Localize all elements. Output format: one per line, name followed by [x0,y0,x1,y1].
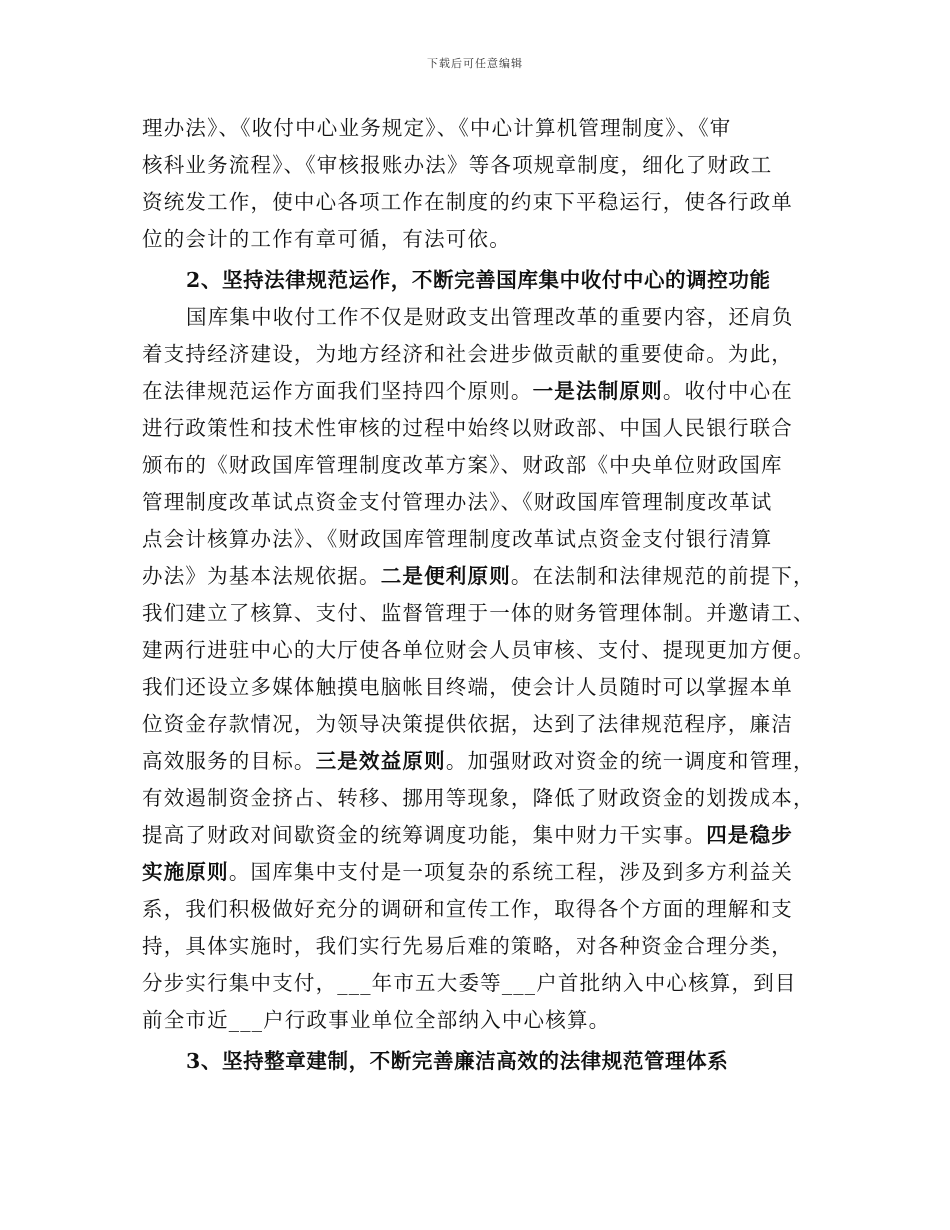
text-line: 理办法》、《收付中心业务规定》、《中心计算机管理制度》、《审 [142,116,732,140]
text-line [142,336,814,373]
text-line [142,410,814,447]
text-line [142,1002,814,1039]
text-line [142,299,814,336]
principle-label: 二是便利原则 [380,564,511,588]
document-body [142,110,814,1080]
text-line [142,928,814,965]
text-segment: 办法》为基本法规依据。 [142,564,381,588]
text-segment: 。收付中心在 [662,379,794,403]
principle-label: 四是稳步 [706,823,794,847]
page-header-note: 下载后可任意编辑 [427,57,523,70]
paragraph [142,299,814,1039]
text-segment: 建两行进驻中心的大厅使各单位财会人员审核、支付、提现更加方便。 [142,638,815,662]
section-heading: 2、坚持法律规范运作，不断完善国库集中收付中心的调控功能 [186,268,771,292]
text-line [142,891,814,928]
text-segment: 提高了财政对间歇资金的统筹调度功能，集中财力干实事。 [142,823,707,847]
text-line [142,373,814,410]
text-segment: 我们还设立多媒体触摸电脑帐目终端，使会计人员随时可以掌握本单 [142,675,793,699]
text-line [142,669,814,706]
text-line [142,817,814,854]
text-segment: 着支持经济建设，为地方经济和社会进步做贡献的重要使命。为此， [142,342,793,366]
text-segment: 。在法制和法律规范的前提下， [510,564,815,588]
text-segment: 。加强财政对资金的统一调度和管理， [445,749,815,773]
principle-label: 实施原则 [142,860,229,884]
text-line [142,854,814,891]
text-line [142,595,814,632]
text-line [142,743,814,780]
text-line [142,632,814,669]
text-line [142,558,814,595]
text-line [142,706,814,743]
text-line [142,965,814,1002]
text-segment: 分步实行集中支付，___年市五大委等___户首批纳入中心核算，到目 [142,971,797,995]
text-segment: 有效遏制资金挤占、转移、挪用等现象，降低了财政资金的划拨成本， [142,786,815,810]
text-line [142,447,814,484]
text-line: 资统发工作，使中心各项工作在制度的约束下平稳运行，使各行政单 [142,190,793,214]
text-segment: 位资金存款情况，为领导决策提供依据，达到了法律规范程序，廉洁 [142,712,793,736]
principle-label: 三是效益原则 [315,749,446,773]
text-segment: 高效服务的目标。 [142,749,316,773]
text-segment: 我们建立了核算、支付、监督管理于一体的财务管理体制。并邀请工、 [142,601,815,625]
text-segment: 进行政策性和技术性审核的过程中始终以财政部、中国人民银行联合 [142,416,793,440]
text-line: 位的会计的工作有章可循，有法可依。 [142,227,511,251]
text-segment: 在法律规范运作方面我们坚持四个原则。 [142,379,533,403]
text-segment: 持，具体实施时，我们实行先易后难的策略，对各种资金合理分类， [142,934,793,958]
text-segment: 系，我们积极做好充分的调研和宣传工作，取得各个方面的理解和支 [142,897,793,921]
section-heading: 3、坚持整章建制，不断完善廉洁高效的法律规范管理体系 [186,1049,729,1073]
paragraph [142,110,814,258]
text-segment: 管理制度改革试点资金支付管理办法》、《财政国库管理制度改革试 [142,490,773,514]
text-line: 核科业务流程》、《审核报账办法》等各项规章制度，细化了财政工 [142,153,773,177]
principle-label: 一是法制原则 [532,379,663,403]
text-segment: 颁布的《财政国库管理制度改革方案》、财政部《中央单位财政国库 [142,453,783,477]
text-line [142,521,814,558]
text-line [142,780,814,817]
text-segment: 。国库集中支付是一项复杂的系统工程，涉及到多方利益关 [228,860,794,884]
text-segment: 国库集中收付工作不仅是财政支出管理改革的重要内容，还肩负 [186,305,794,329]
text-segment: 点会计核算办法》、《财政国库管理制度改革试点资金支付银行清算 [142,527,773,551]
text-segment: 前全市近___户行政事业单位全部纳入中心核算。 [142,1008,611,1032]
text-line [142,484,814,521]
